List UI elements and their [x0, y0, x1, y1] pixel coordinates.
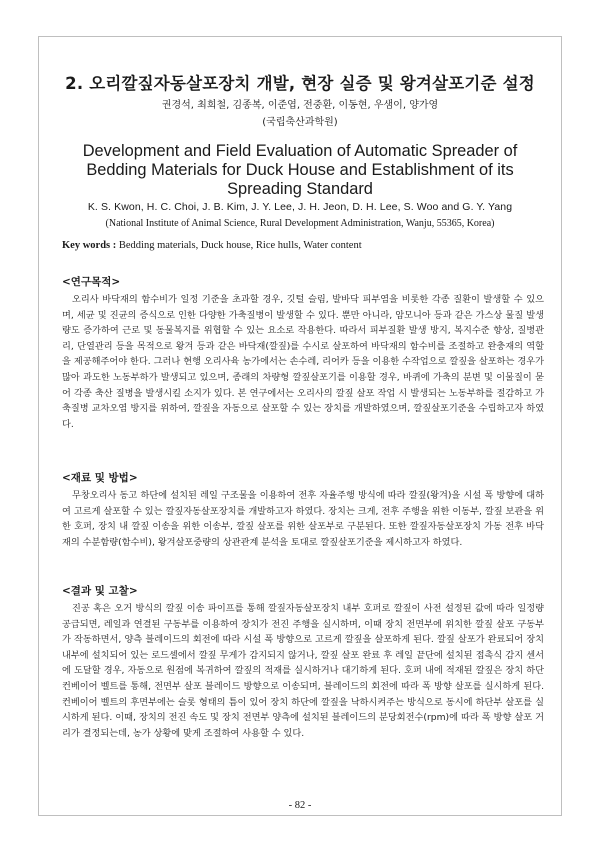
english-title: Development and Field Evaluation of Automatic Spreader of Bedding Materials for Duck House and Establishment of its Spreading Standard: [82, 142, 518, 198]
section-heading-methods: <재료 및 방법>: [62, 472, 138, 484]
section-heading-results: <결과 및 고찰>: [62, 585, 138, 597]
section-body-results: 진공 혹은 오거 방식의 깔짚 이송 파이프를 통해 깔짚자동살포장치 내부 호퍼로 깔짚이 사전 설정된 값에 따라 일정량 공급되면, 레일과 연결된 구동부를 이용하여 장치가 전진 주행을 실시하며, 이때 장치 전면부에 위치한 깔짚 살포 구동부가 작동하면서, 양측 블레이드의 회전에 따라 시설 폭 방향으로 고르게 깔짚을 살포하게 된다. 깔짚 살포가 완료되어 장치 내부에 설치되어 있는 로드셀에서 깔짚 무게가 감지되지 않거나, 깔짚 살포 완료 후 레일 끝단에 설치된 접촉식 감지 센서에 도달할 경우, 자동으로 원점에 복귀하여 깔짚의 적재를 실시하거나 대기하게 된다. 호퍼 내에 적재된 깔짚은 장치 하단 컨베이어 벨트를 통해, 전면부 살포 블레이드 방향으로 이송되며, 블레이드의 회전에 따라 폭 방향 살포를 실시하게 된다. 컨베이어 벨트의 후면부에는 슬롯 형태의 틈이 있어 장치 하단에 깔짚을 낙하시켜주는 방식으로 동시에 하단부 살포를 실시하게 된다. 이때, 장치의 전진 속도 및 장치 전면부 양측에 설치된 블레이드의 분당회전수(rpm)에 따라 폭 방향 살포 거리가 결정되는데, 농가 상황에 맞게 조절하여 사용할 수 있다.: [62, 603, 544, 739]
keywords-text: Bedding materials, Duck house, Rice hulls, Water content: [116, 240, 362, 251]
keywords: [62, 240, 542, 251]
section-body-methods: 무창오리사 동고 하단에 설치된 레일 구조물을 이용하여 전후 자율주행 방식에 따라 깔짚(왕겨)을 시설 폭 방향에 대하여 고르게 살포할 수 있는 깔짚자동살포장치를 개발하고자 하였다. 장치는 크게, 전후 주행을 위한 이동부, 깔짚 보관을 위한 호퍼, 장치 내 깔짚 이송을 위한 이송부, 깔짚 살포를 위한 살포부로 구분된다. 또한 깔짚자동살포장치 가동 전후 바닥재의 수분함량(함수비), 왕겨살포중량의 상관관계 분석을 토대로 깔짚살포기준을 제시하고자 하였다.: [62, 490, 544, 548]
section-heading-purpose: <연구목적>: [62, 276, 121, 288]
korean-affiliation: (국립축산과학원): [262, 117, 338, 128]
english-authors: K. S. Kwon, H. C. Choi, J. B. Kim, J. Y. Lee, J. H. Jeon, D. H. Lee, S. Woo and G. Y. Yang: [87, 201, 513, 213]
page-number: - 82 -: [288, 800, 312, 811]
keywords-label: Key words :: [62, 240, 117, 251]
english-affiliation: (National Institute of Animal Science, Rural Development Administration, Wanju, 55365, Korea): [105, 218, 495, 229]
section-body-purpose: 오리사 바닥재의 함수비가 일정 기준을 초과할 경우, 깃털 슬림, 발바닥 피부염을 비롯한 각종 질환이 발생할 수 있으며, 세균 및 진균의 증식으로 인한 다양한 가축질병이 발생할 수 있다. 뿐만 아니라, 암모니아 등과 같은 가스상 물질 발생량도 증가하여 근로 및 동물복지를 위협할 수 있는 요소로 작용한다. 따라서 피부질환 발생 방지, 복지수준 향상, 질병관리, 단열관리 등을 목적으로 왕겨 등과 같은 바닥재(깔짚)를 수시로 살포하여 바닥재의 함수비를 조절하고 완충재의 역할을 제공해주어야 한다. 그러나 현행 오리사육 농가에서는 손수레, 리어카 등을 이용한 수작업으로 깔짚을 살포하는 경우가 많아 과도한 노동부하가 발생되고 있으며, 종래의 차량형 깔짚살포기를 이용할 경우, 바퀴에 가축의 분변 및 이물질이 묻어 각종 축산 질병을 발생시킬 소지가 있다. 본 연구에서는 오리사의 깔짚 살포 작업 시 발생되는 노동부하를 절감하고 가축질병 교차오염 방지를 위하여, 깔짚을 자동으로 살포할 수 있는 장치를 개발하였으며, 깔짚살포기준을 수립하고자 하였다.: [62, 294, 544, 430]
korean-title: 2. 오리깔짚자동살포장치 개발, 현장 실증 및 왕겨살포기준 설정: [65, 74, 535, 93]
korean-authors: 권경석, 최희철, 김종복, 이준엽, 전중환, 이동현, 우샘이, 양가영: [161, 100, 439, 111]
